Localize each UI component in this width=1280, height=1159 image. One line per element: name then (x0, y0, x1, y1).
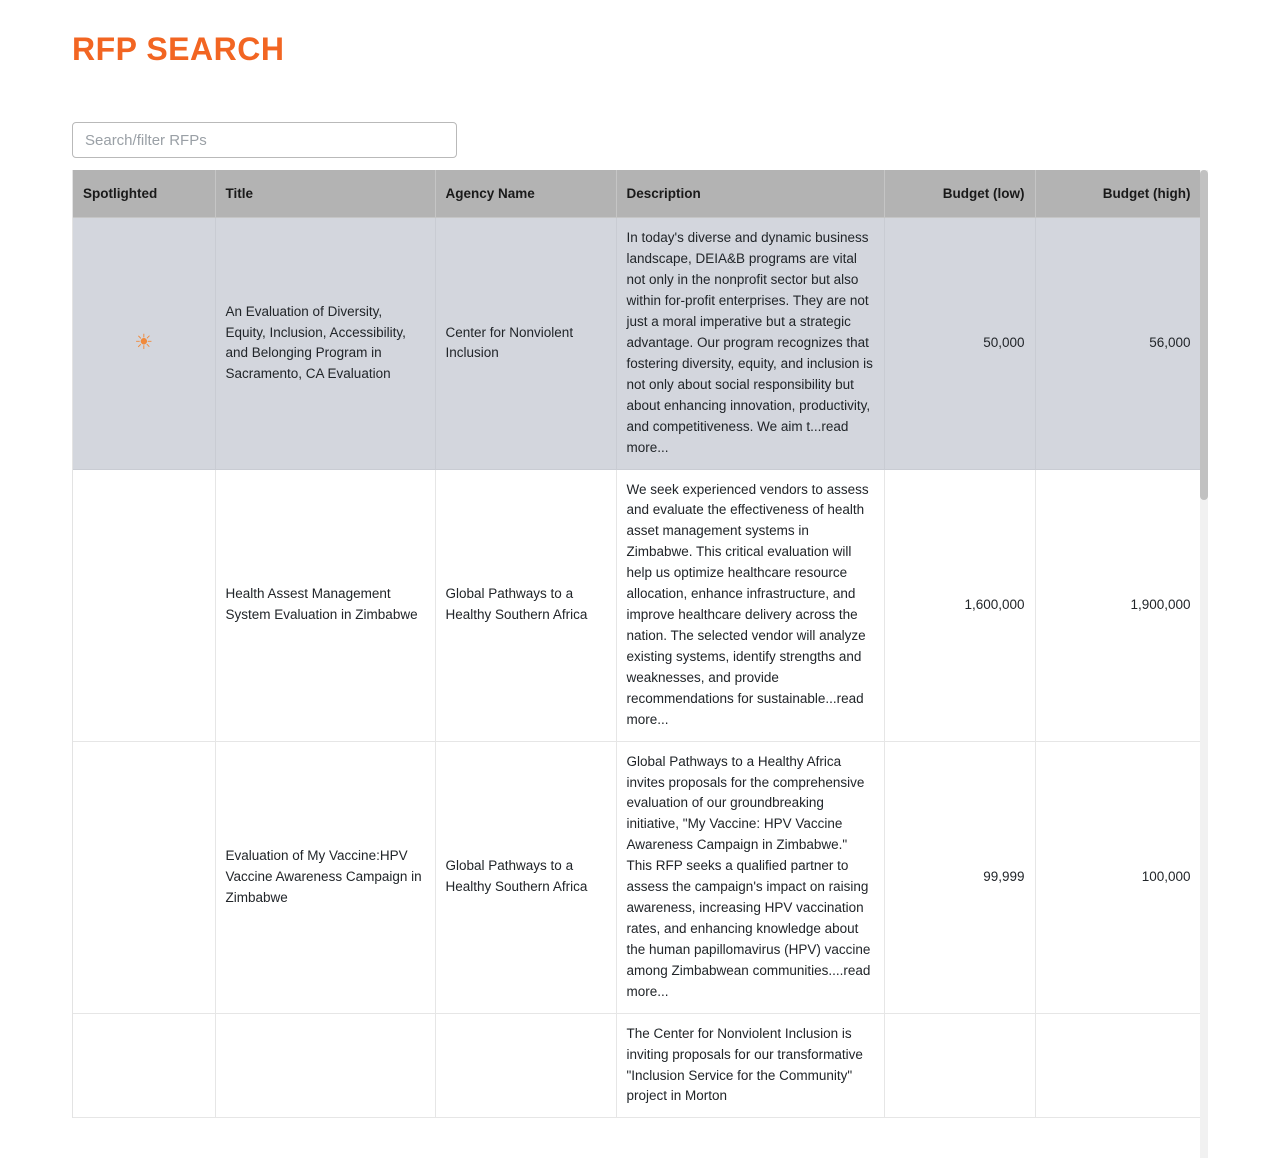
column-header-description[interactable]: Description (616, 170, 884, 218)
cell-budget-high: 56,000 (1035, 218, 1201, 469)
cell-agency (435, 1013, 616, 1118)
cell-budget-low: 50,000 (884, 218, 1035, 469)
column-header-title[interactable]: Title (215, 170, 435, 218)
column-header-spotlighted[interactable]: Spotlighted (73, 170, 215, 218)
cell-budget-low: 1,600,000 (884, 469, 1035, 741)
cell-budget-high: 100,000 (1035, 741, 1201, 1013)
table-row[interactable] (73, 741, 1201, 1013)
cell-budget-low (884, 1013, 1035, 1118)
cell-description: Global Pathways to a Healthy Africa invites proposals for the comprehensive evaluation of our groundbreaking initiative, "My Vaccine: HPV Vaccine Awareness Campaign in Zimbabwe." This RFP seeks a qualified partner to assess the campaign's impact on raising awareness, increasing HPV vaccination rates, and enhancing knowledge about the human papillomavirus (HPV) vaccine among Zimbabwean communities....read more... (616, 741, 884, 1013)
cell-budget-high: 1,900,000 (1035, 469, 1201, 741)
cell-budget-low: 99,999 (884, 741, 1035, 1013)
cell-agency: Global Pathways to a Healthy Southern Africa (435, 741, 616, 1013)
cell-description: We seek experienced vendors to assess and evaluate the effectiveness of health asset management systems in Zimbabwe. This critical evaluation will help us optimize healthcare resource allocation, enhance infrastructure, and improve healthcare delivery across the nation. The selected vendor will analyze existing systems, identify strengths and weaknesses, and provide recommendations for sustainable...read more... (616, 469, 884, 741)
cell-title: An Evaluation of Diversity, Equity, Inclusion, Accessibility, and Belonging Program in Sacramento, CA Evaluation (215, 218, 435, 469)
cell-description: The Center for Nonviolent Inclusion is inviting proposals for our transformative "Inclusion Service for the Community" project in Morton (616, 1013, 884, 1118)
table-header (73, 170, 1201, 218)
cell-agency: Global Pathways to a Healthy Southern Africa (435, 469, 616, 741)
table-row[interactable] (73, 1013, 1201, 1118)
column-header-budget-low[interactable]: Budget (low) (884, 170, 1035, 218)
spotlight-cell (73, 218, 215, 469)
search-row (72, 122, 1208, 158)
cell-title: Health Assest Management System Evaluation in Zimbabwe (215, 469, 435, 741)
table-body (73, 218, 1201, 1118)
table-scrollbar-track[interactable] (1200, 170, 1208, 1158)
cell-title (215, 1013, 435, 1118)
table-row[interactable] (73, 469, 1201, 741)
cell-description: In today's diverse and dynamic business landscape, DEIA&B programs are vital not only in the nonprofit sector but also within for-profit enterprises. They are not just a moral imperative but a strategic advantage. Our program recognizes that fostering diversity, equity, and inclusion is not only about social responsibility but about enhancing innovation, productivity, and competitiveness. We aim t...read more... (616, 218, 884, 469)
rfp-table (73, 170, 1202, 1118)
cell-budget-high (1035, 1013, 1201, 1118)
cell-agency: Center for Nonviolent Inclusion (435, 218, 616, 469)
column-header-budget-high[interactable]: Budget (high) (1035, 170, 1201, 218)
spotlight-cell (73, 469, 215, 741)
spotlight-cell (73, 1013, 215, 1118)
rfp-table-container (72, 170, 1208, 1118)
column-header-agency-name[interactable]: Agency Name (435, 170, 616, 218)
table-header-row (73, 170, 1201, 218)
page-title: RFP SEARCH (72, 31, 285, 67)
table-row[interactable] (73, 218, 1201, 469)
cell-title: Evaluation of My Vaccine:HPV Vaccine Awareness Campaign in Zimbabwe (215, 741, 435, 1013)
sun-icon: ☀ (134, 331, 154, 355)
table-scrollbar-thumb[interactable] (1200, 170, 1208, 500)
page-container (0, 18, 1280, 1118)
spotlight-cell (73, 741, 215, 1013)
search-input[interactable] (72, 122, 457, 158)
